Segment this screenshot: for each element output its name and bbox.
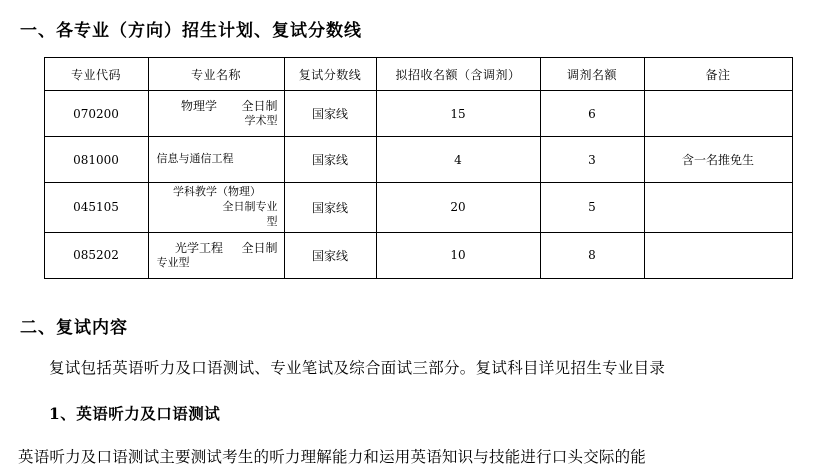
- cell-score-line: 国家线: [284, 91, 376, 137]
- cell-code: 081000: [44, 137, 148, 183]
- major-line-one: [157, 98, 278, 114]
- cell-remark: [644, 91, 792, 137]
- table-row: [44, 137, 792, 183]
- cell-code: 085202: [44, 232, 148, 278]
- major-type: 全日制: [241, 98, 278, 113]
- major-type-secondary: 学术型: [244, 114, 278, 128]
- cell-remark: [644, 232, 792, 278]
- cell-planned: 10: [376, 232, 540, 278]
- table-row: [44, 91, 792, 137]
- column-header-major: 专业名称: [148, 58, 284, 91]
- cell-score-line: 国家线: [284, 183, 376, 233]
- paragraph-english-test-detail: 英语听力及口语测试主要测试考生的听力理解能力和运用英语知识与技能进行口头交际的能: [18, 447, 647, 466]
- cell-transfer: 3: [540, 137, 644, 183]
- column-header-planned: 拟招收名额（含调剂）: [376, 58, 540, 91]
- cell-transfer: 6: [540, 91, 644, 137]
- cell-major: [148, 183, 284, 233]
- section-heading-one: 一、各专业（方向）招生计划、复试分数线: [20, 21, 362, 41]
- column-header-transfer: 调剂名额: [540, 58, 644, 91]
- major-name: 物理学: [180, 98, 217, 113]
- cell-major: [148, 91, 284, 137]
- cell-planned: 4: [376, 137, 540, 183]
- cell-transfer: 5: [540, 183, 644, 233]
- cell-code: 045105: [44, 183, 148, 233]
- admission-plan-table: [44, 57, 793, 279]
- cell-planned: 15: [376, 91, 540, 137]
- cell-remark: [644, 183, 792, 233]
- cell-code: 070200: [44, 91, 148, 137]
- cell-score-line: 国家线: [284, 232, 376, 278]
- table-body: [44, 91, 792, 279]
- cell-major: [148, 232, 284, 278]
- cell-score-line: 国家线: [284, 137, 376, 183]
- paragraph-retest-content: 复试包括英语听力及口语测试、专业笔试及综合面试三部分。复试科目详见招生专业目录: [49, 358, 666, 377]
- major-type: 全日制: [241, 240, 278, 255]
- table-header: [44, 58, 792, 91]
- column-header-score-line: 复试分数线: [284, 58, 376, 91]
- major-name: 学科教学（物理）: [173, 185, 261, 198]
- major-name: 信息与通信工程: [156, 152, 234, 166]
- major-type: 全日制专业: [222, 199, 278, 213]
- table-header-row: [44, 58, 792, 91]
- table-row: [44, 183, 792, 233]
- cell-remark: 含一名推免生: [644, 137, 792, 183]
- table-row: [44, 232, 792, 278]
- column-header-remark: 备注: [644, 58, 792, 91]
- major-name: 光学工程: [174, 240, 223, 255]
- section-heading-two: 二、复试内容: [20, 317, 128, 338]
- cell-transfer: 8: [540, 232, 644, 278]
- major-line-one: [157, 240, 278, 256]
- cell-major: [148, 137, 284, 183]
- major-type-secondary: 型: [266, 214, 278, 228]
- sub-heading-english-test: 1、英语听力及口语测试: [49, 403, 221, 423]
- admission-plan-table-wrap: [18, 57, 818, 279]
- major-type-secondary: 专业型: [156, 255, 190, 269]
- cell-planned: 20: [376, 183, 540, 233]
- column-header-code: 专业代码: [44, 58, 148, 91]
